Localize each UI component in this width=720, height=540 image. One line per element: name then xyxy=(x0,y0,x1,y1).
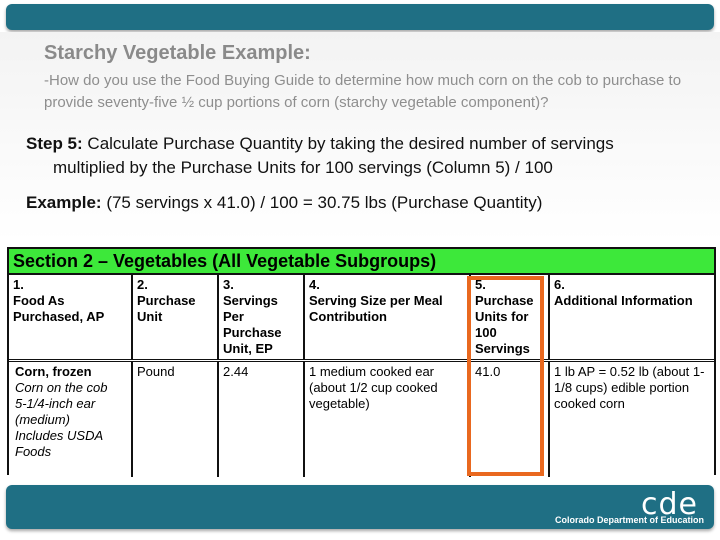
header-label: Additional Information xyxy=(554,293,693,308)
org-name: Colorado Department of Education xyxy=(554,515,704,525)
slide-subtitle: -How do you use the Food Buying Guide to determine how much corn on the cob to purchase to provide seventy-five ½ cup portions of corn (starchy vegetable component)? xyxy=(44,72,682,111)
example-formula: (75 servings x 41.0) / 100 = 30.75 lbs (Purchase Quantity) xyxy=(101,193,543,212)
column-5-highlight-box xyxy=(467,276,544,476)
step-text: Calculate Purchase Quantity by taking the desired number of servings xyxy=(82,134,614,153)
top-banner xyxy=(6,4,714,30)
header-col-1 xyxy=(9,275,133,359)
food-desc: Corn on the cob xyxy=(15,380,108,395)
header-num: 2. xyxy=(137,277,148,292)
cell-purchase-units: 41.0 xyxy=(471,362,550,477)
header-num: 4. xyxy=(309,277,320,292)
slide-title: Starchy Vegetable Example: xyxy=(44,42,311,64)
footer-banner xyxy=(6,485,714,529)
table-header-row xyxy=(9,275,714,362)
header-num: 3. xyxy=(223,277,234,292)
header-col-3 xyxy=(219,275,305,359)
food-note: Includes USDA Foods xyxy=(15,428,103,459)
cde-logo: cde xyxy=(641,487,698,522)
header-col-2 xyxy=(133,275,219,359)
header-num: 1. xyxy=(13,277,24,292)
cell-food xyxy=(9,362,133,477)
step-text-continued: multiplied by the Purchase Units for 100 servings (Column 5) / 100 xyxy=(53,158,553,177)
food-size: 5-1/4-inch ear (medium) xyxy=(15,396,96,427)
cell-additional: 1 lb AP = 0.52 lb (about 1-1/8 cups) edible portion cooked corn xyxy=(554,364,705,411)
food-name: Corn, frozen xyxy=(15,364,92,379)
cell-serving-size: 1 medium cooked ear (about 1/2 cup cooked vegetable) xyxy=(305,362,471,477)
header-num: 6. xyxy=(554,277,565,292)
header-col-6 xyxy=(550,275,714,359)
header-col-4 xyxy=(305,275,471,359)
example-text xyxy=(26,191,542,215)
table-row xyxy=(9,362,714,477)
header-label: Purchase Unit xyxy=(137,293,196,324)
food-buying-guide-table xyxy=(7,247,716,475)
header-label: Servings Per Purchase Unit, EP xyxy=(223,293,282,356)
cell-servings: 2.44 xyxy=(219,362,305,477)
cell-unit: Pound xyxy=(133,362,219,477)
header-label: Purchase Units for 100 Servings xyxy=(475,293,534,356)
step-5-text xyxy=(26,132,686,180)
header-label: Food As Purchased, AP xyxy=(13,293,105,324)
step-label: Step 5: xyxy=(26,134,83,153)
section-header: Section 2 – Vegetables (All Vegetable Subgroups) xyxy=(9,249,714,275)
header-label: Serving Size per Meal Contribution xyxy=(309,293,443,324)
example-label: Example: xyxy=(26,193,102,212)
header-num: 5. xyxy=(475,277,486,292)
